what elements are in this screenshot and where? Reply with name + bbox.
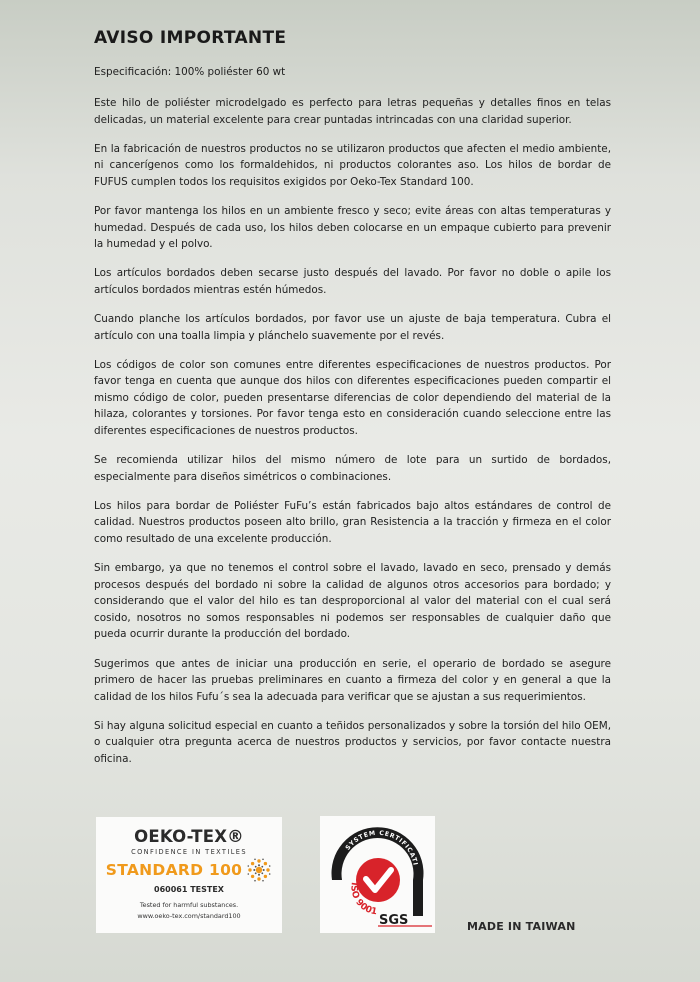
- paragraph: Por favor mantenga los hilos en un ambiente fresco y seco; evite áreas con altas temperaturas y humedad. Después de cada uso, los hilos deben colocarse en un empaque cubierto para prevenir la humedad y el polvo.: [94, 204, 611, 251]
- oeko-standard-row: [96, 857, 282, 883]
- iso-certification-label: [320, 816, 435, 933]
- paragraph: En la fabricación de nuestros productos no se utilizaron productos que afecten el medio ambiente, ni cancerígenos como los formaldehidos, ni productos colorantes aso. Los hilos de bordar de FUFUS cumplen todos los requisitos exigidos por Oeko-Tex Standard 100.: [94, 142, 611, 188]
- page-title: AVISO IMPORTANTE: [94, 28, 287, 48]
- iso-red-circle: [356, 858, 400, 902]
- paragraph: Los artículos bordados deben secarse justo después del lavado. Por favor no doble o apile los artículos bordados mientras estén húmedos.: [94, 267, 611, 296]
- paragraph: Se recomienda utilizar hilos del mismo número de lote para un surtido de bordados, especialmente para diseños simétricos o combinaciones.: [94, 454, 611, 483]
- oeko-brand: OEKO-TEX®: [134, 827, 244, 846]
- oeko-url: www.oeko-tex.com/standard100: [137, 912, 241, 920]
- sgs-text: SGS: [379, 913, 409, 928]
- paragraph: Los hilos para bordar de Poliéster FuFu’s están fabricados bajo altos estándares de control de calidad. Nuestros productos poseen alto brillo, gran Resistencia a la tracción y firmeza en el color como resultado de una excelente producción.: [94, 499, 611, 545]
- paragraph: Este hilo de poliéster microdelgado es perfecto para letras pequeñas y detalles finos en telas delicadas, un material excelente para crear puntadas intrincadas con una claridad superior.: [94, 97, 611, 126]
- oeko-tex-label: [96, 817, 282, 933]
- specification-line: Especificación: 100% poliéster 60 wt: [94, 66, 286, 78]
- iso-9001-sgs-logo: [320, 816, 435, 933]
- iso-9001-text: ISO 9001: [348, 881, 378, 918]
- paragraph: Sin embargo, ya que no tenemos el control sobre el lavado, lavado en seco, prensado y demás procesos después del bordado ni sobre la calidad de algunos otros accesorios para bordado; y considerando que el valor del hilo es tan desproporcional al valor del material con el cual será cosido, nosotros no somos responsables ni podemos ser responsables de cualquier daño que pueda ocurrir durante la producción del bordado.: [94, 562, 611, 641]
- paragraph: Los códigos de color son comunes entre diferentes especificaciones de nuestros productos. Por favor tenga en cuenta que aunque dos hilos con diferentes especificaciones pueden compartir el mismo código de color, pueden presentarse diferencias de color dependiendo del material de la hilaza, colorantes y torsiones. Por favor tenga esto en consideración cuando seleccione entre las diferentes especificaciones de nuestros productos.: [94, 358, 611, 437]
- paragraph: Cuando planche los artículos bordados, por favor use un ajuste de baja temperatura. Cubra el artículo con una toalla limpia y plánchelo suavemente por el revés.: [94, 312, 611, 342]
- paragraph: Sugerimos que antes de iniciar una producción en serie, el operario de bordado se asegure primero de hacer las pruebas preliminares en cuanto a firmeza del color y en general a que la calidad de los hilos Fufu´s sea la adecuada para verificar que se ajustan a sus requerimientos.: [94, 657, 611, 703]
- oeko-standard: STANDARD 100: [105, 861, 243, 879]
- oeko-tagline: CONFIDENCE IN TEXTILES: [131, 848, 247, 856]
- iso-arc-text: SYSTEM CERTIFICATI: [344, 829, 419, 867]
- notice-document: [94, 28, 611, 780]
- oeko-tested-text: Tested for harmful substances.: [139, 901, 239, 909]
- oeko-flower-icon: [246, 857, 272, 883]
- made-in-label: MADE IN TAIWAN: [467, 920, 576, 933]
- oeko-number: 060061 TESTEX: [154, 885, 224, 894]
- paragraph: Si hay alguna solicitud especial en cuanto a teñidos personalizados y sobre la torsión del hilo OEM, o cualquier otra pregunta acerca de nuestros productos y servicios, por favor contacte nuestra oficina.: [94, 719, 611, 765]
